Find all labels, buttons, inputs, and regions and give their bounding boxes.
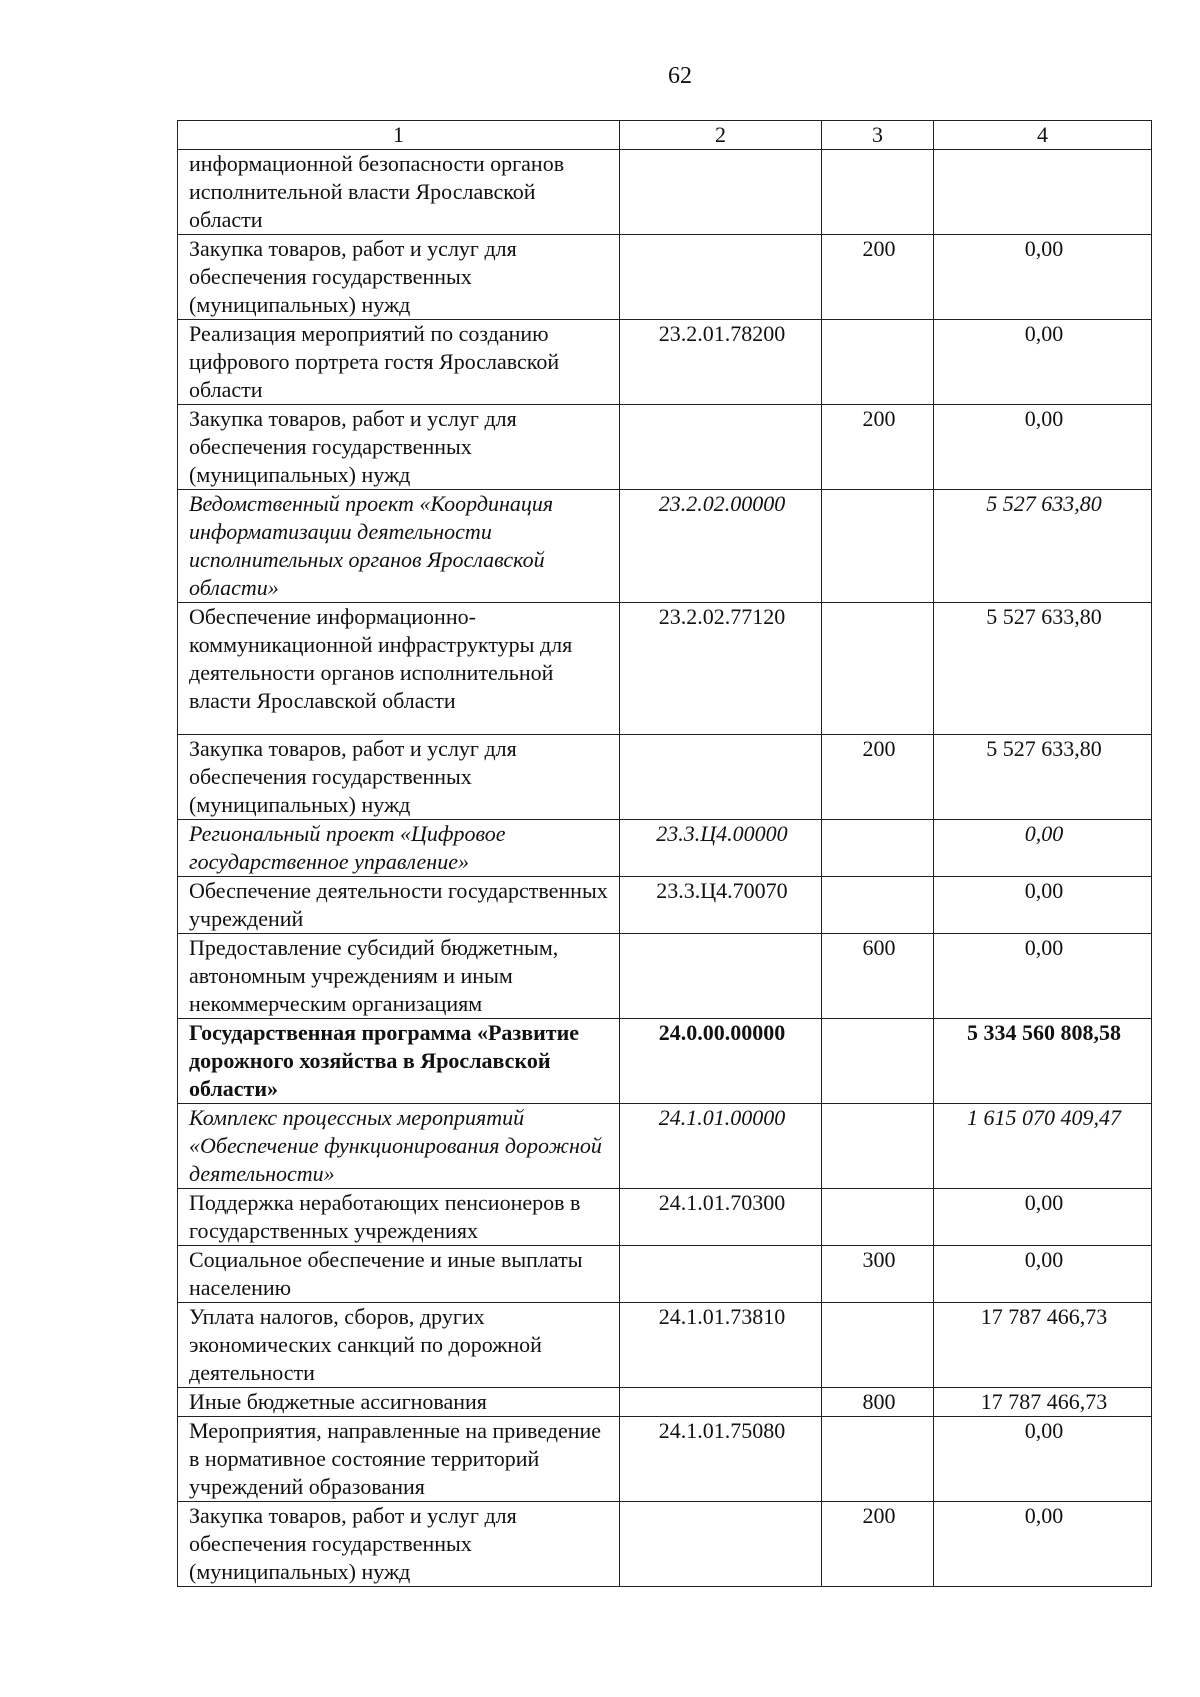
- table-row: [178, 1104, 1152, 1189]
- page-number: 62: [668, 63, 692, 89]
- row-code-cell: 24.1.01.75080: [620, 1417, 822, 1502]
- budget-table: [177, 120, 1152, 1587]
- row-name-cell: Социальное обеспечение и иные выплаты населению: [178, 1246, 620, 1303]
- table-row: [178, 490, 1152, 603]
- row-name-cell: Обеспечение деятельности государственных учреждений: [178, 877, 620, 934]
- row-expense-type-cell: [822, 877, 934, 934]
- row-name-cell: Закупка товаров, работ и услуг для обеспечения государственных (муниципальных) нужд: [178, 735, 620, 820]
- row-name-cell: Комплекс процессных мероприятий «Обеспечение функционирования дорожной деятельности»: [178, 1104, 620, 1189]
- table-row: [178, 1303, 1152, 1388]
- row-code-cell: 23.2.01.78200: [620, 320, 822, 405]
- table-row: [178, 603, 1152, 735]
- table-row: [178, 1417, 1152, 1502]
- row-code-cell: 23.2.02.00000: [620, 490, 822, 603]
- row-amount-cell: 0,00: [934, 1189, 1152, 1246]
- row-expense-type-cell: [822, 820, 934, 877]
- row-code-cell: 23.2.02.77120: [620, 603, 822, 735]
- row-expense-type-cell: [822, 1104, 934, 1189]
- row-name-cell: Закупка товаров, работ и услуг для обеспечения государственных (муниципальных) нужд: [178, 405, 620, 490]
- row-code-cell: [620, 1246, 822, 1303]
- table-row: [178, 1502, 1152, 1587]
- row-amount-cell: 5 527 633,80: [934, 735, 1152, 820]
- row-amount-cell: 5 334 560 808,58: [934, 1019, 1152, 1104]
- row-amount-cell: 0,00: [934, 1502, 1152, 1587]
- row-code-cell: [620, 934, 822, 1019]
- table-row: [178, 934, 1152, 1019]
- table-header: [178, 121, 1152, 150]
- row-code-cell: 23.3.Ц4.00000: [620, 820, 822, 877]
- row-amount-cell: 17 787 466,73: [934, 1388, 1152, 1417]
- row-amount-cell: 5 527 633,80: [934, 603, 1152, 735]
- row-amount-cell: 0,00: [934, 1246, 1152, 1303]
- row-name-cell: Мероприятия, направленные на приведение в нормативное состояние территорий учреждений образования: [178, 1417, 620, 1502]
- table-body: [178, 150, 1152, 1587]
- table-row: [178, 320, 1152, 405]
- row-name-cell: Государственная программа «Развитие дорожного хозяйства в Ярославской области»: [178, 1019, 620, 1104]
- table-row: [178, 820, 1152, 877]
- row-amount-cell: 0,00: [934, 1417, 1152, 1502]
- row-code-cell: [620, 150, 822, 235]
- row-amount-cell: 5 527 633,80: [934, 490, 1152, 603]
- row-code-cell: 24.1.01.70300: [620, 1189, 822, 1246]
- row-code-cell: [620, 1502, 822, 1587]
- row-expense-type-cell: [822, 1019, 934, 1104]
- row-amount-cell: 0,00: [934, 934, 1152, 1019]
- row-amount-cell: 1 615 070 409,47: [934, 1104, 1152, 1189]
- row-expense-type-cell: [822, 603, 934, 735]
- row-amount-cell: 0,00: [934, 877, 1152, 934]
- row-expense-type-cell: 800: [822, 1388, 934, 1417]
- table-row: [178, 877, 1152, 934]
- header-row: [178, 121, 1152, 150]
- row-name-cell: Обеспечение информационно-коммуникационной инфраструктуры для деятельности органов исполнительной власти Ярославской области: [178, 603, 620, 735]
- table-row: [178, 1019, 1152, 1104]
- row-name-cell: Предоставление субсидий бюджетным, автономным учреждениям и иным некоммерческим организациям: [178, 934, 620, 1019]
- row-expense-type-cell: 200: [822, 405, 934, 490]
- row-amount-cell: 0,00: [934, 405, 1152, 490]
- table-row: [178, 735, 1152, 820]
- row-name-cell: информационной безопасности органов исполнительной власти Ярославской области: [178, 150, 620, 235]
- row-name-cell: Поддержка неработающих пенсионеров в государственных учреждениях: [178, 1189, 620, 1246]
- row-code-cell: 24.0.00.00000: [620, 1019, 822, 1104]
- row-expense-type-cell: [822, 1303, 934, 1388]
- table-row: [178, 1246, 1152, 1303]
- row-code-cell: [620, 735, 822, 820]
- row-expense-type-cell: 200: [822, 1502, 934, 1587]
- row-amount-cell: [934, 150, 1152, 235]
- row-amount-cell: 0,00: [934, 320, 1152, 405]
- row-code-cell: [620, 405, 822, 490]
- row-expense-type-cell: 600: [822, 934, 934, 1019]
- table-row: [178, 235, 1152, 320]
- column-header-4: 4: [934, 121, 1152, 150]
- row-name-cell: Региональный проект «Цифровое государственное управление»: [178, 820, 620, 877]
- column-header-1: 1: [178, 121, 620, 150]
- row-amount-cell: 0,00: [934, 235, 1152, 320]
- row-code-cell: [620, 235, 822, 320]
- row-expense-type-cell: [822, 1417, 934, 1502]
- row-name-cell: Реализация мероприятий по созданию цифрового портрета гостя Ярославской области: [178, 320, 620, 405]
- row-code-cell: 23.3.Ц4.70070: [620, 877, 822, 934]
- column-header-3: 3: [822, 121, 934, 150]
- column-header-2: 2: [620, 121, 822, 150]
- table-row: [178, 150, 1152, 235]
- row-name-cell: Ведомственный проект «Координация информатизации деятельности исполнительных органов Ярославской области»: [178, 490, 620, 603]
- row-name-cell: Уплата налогов, сборов, других экономических санкций по дорожной деятельности: [178, 1303, 620, 1388]
- row-expense-type-cell: 300: [822, 1246, 934, 1303]
- row-expense-type-cell: 200: [822, 235, 934, 320]
- row-name-cell: Закупка товаров, работ и услуг для обеспечения государственных (муниципальных) нужд: [178, 1502, 620, 1587]
- row-amount-cell: 0,00: [934, 820, 1152, 877]
- row-expense-type-cell: [822, 320, 934, 405]
- row-expense-type-cell: [822, 490, 934, 603]
- row-name-cell: Иные бюджетные ассигнования: [178, 1388, 620, 1417]
- row-code-cell: [620, 1388, 822, 1417]
- row-amount-cell: 17 787 466,73: [934, 1303, 1152, 1388]
- row-code-cell: 24.1.01.00000: [620, 1104, 822, 1189]
- row-code-cell: 24.1.01.73810: [620, 1303, 822, 1388]
- row-expense-type-cell: [822, 1189, 934, 1246]
- row-name-cell: Закупка товаров, работ и услуг для обеспечения государственных (муниципальных) нужд: [178, 235, 620, 320]
- table-row: [178, 1189, 1152, 1246]
- table-row: [178, 405, 1152, 490]
- row-expense-type-cell: [822, 150, 934, 235]
- row-expense-type-cell: 200: [822, 735, 934, 820]
- table-row: [178, 1388, 1152, 1417]
